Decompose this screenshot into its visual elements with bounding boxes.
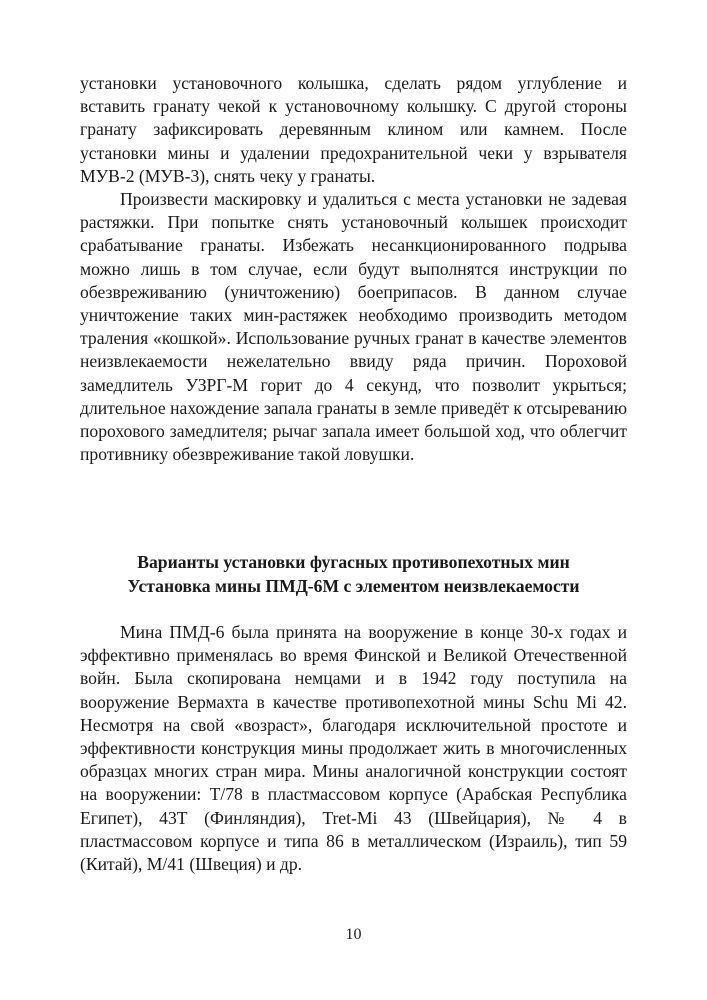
paragraph: установки установочного колышка, сделать рядом углубление и вставить гранату чекой к установочному колышку. С другой стороны гранату зафиксировать деревянным клином или камнем. После установки мины и удалении предохранительной чеки у взрывателя МУВ-2 (МУВ-3), снять чеку у гранаты. [80,73,627,186]
body-text-top [80,72,627,466]
section-heading: Варианты установки фугасных противопехотных мин [137,552,570,572]
page-number: 10 [345,926,362,943]
subsection-heading: Установка мины ПМД-6М с элементом неизвлекаемости [127,576,580,596]
body-text-bottom [80,621,627,876]
paragraph: Мина ПМД-6 была принята на вооружение в конце 30-х годах и эффективно применялась во время Финской и Великой Отечественной войн. Была скопирована немцами и в 1942 году поступила на вооружение Вермахта в качестве противопехотной мины Schu Mi 42. Несмотря на свой «возраст», благодаря исключительной простоте и эффективности конструкция мины продолжает жить в многочисленных образцах многих стран мира. Мины аналогичной конструкции состоят на вооружении: Т/78 в пластмассовом корпусе (Арабская Республика Египет), 43Т (Финляндия), Tret-Mi 43 (Швейцария), № 4 в пластмассовом корпусе и типа 86 в металлическом (Израиль), тип 59 (Китай), М/41 (Швеция) и др. [80,622,627,875]
paragraph: Произвести маскировку и удалиться с места установки не задевая растяжки. При попытке снять установочный колышек происходит срабатывание гранаты. Избежать несанкционированного подрыва можно лишь в том случае, если будут выполнятся инструкции по обезвреживанию (уничтожению) боеприпасов. В данном случае уничтожение таких мин-растяжек необходимо производить методом траления «кошкой». Использование ручных гранат в качестве элементов неизвлекаемости нежелательно ввиду ряда причин. Пороховой замедлитель УЗРГ-М горит до 4 секунд, что позволит укрыться; длительное нахождение запала гранаты в земле приведёт к отсыреванию порохового замедлителя; рычаг запала имеет большой ход, что облегчит противнику обезвреживание такой ловушки. [80,189,627,465]
